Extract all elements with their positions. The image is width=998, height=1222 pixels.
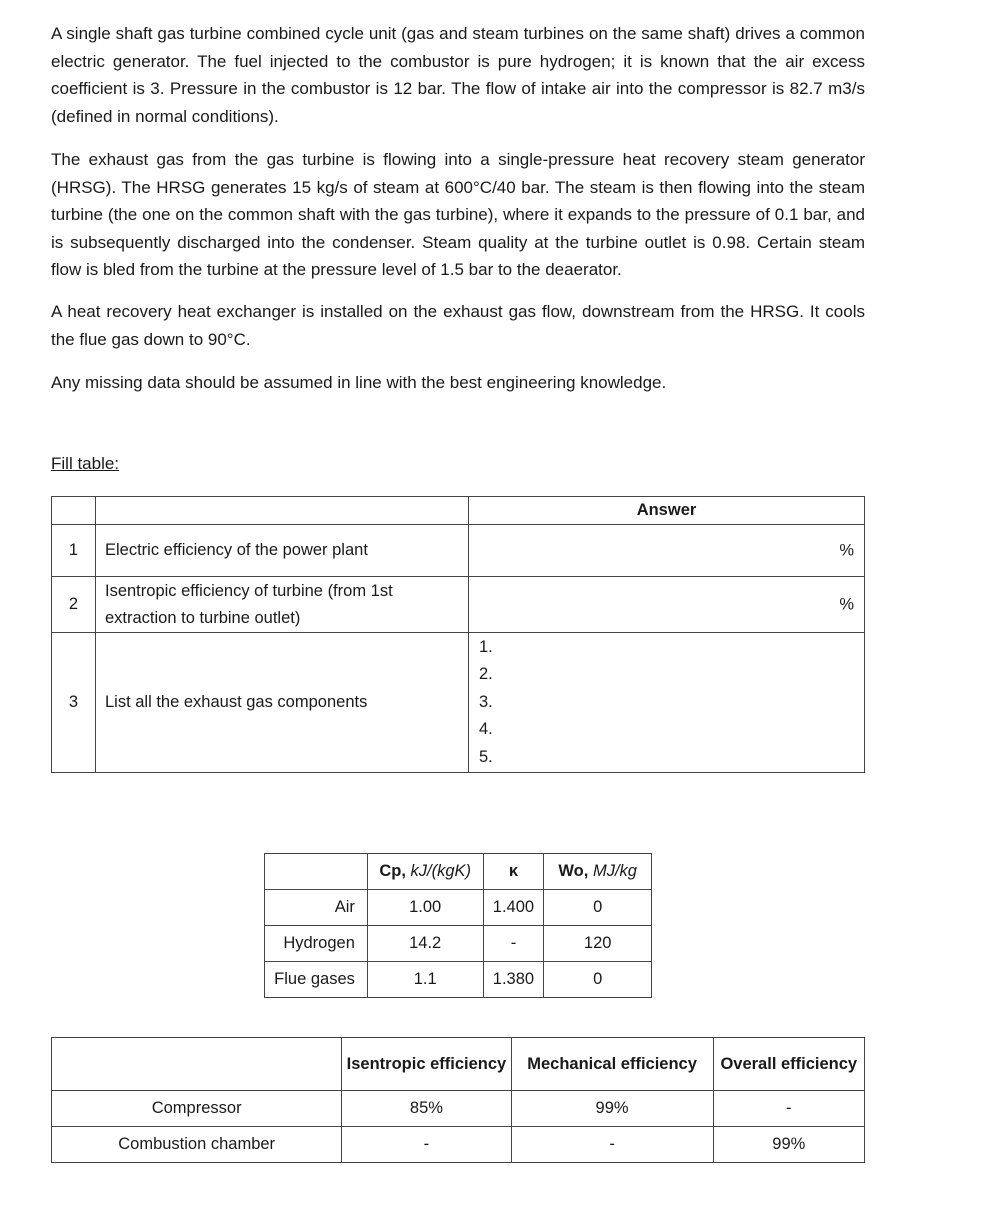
percent-unit: % xyxy=(839,595,854,613)
row-description: Isentropic efficiency of turbine (from 1st extraction to turbine outlet) xyxy=(96,577,469,633)
cp-value: 1.1 xyxy=(367,962,483,998)
list-item: 4. xyxy=(479,720,493,739)
assumption-paragraph: Any missing data should be assumed in line with the best engineering knowledge. xyxy=(51,373,667,392)
answer-cell-exhaust-components[interactable] xyxy=(469,633,865,773)
heat-exchanger-paragraph: A heat recovery heat exchanger is installed on the exhaust gas flow, downstream from the HRSG. It cools the flue gas down to 90°C. xyxy=(51,302,865,349)
props-corner-cell xyxy=(265,854,368,890)
row-number: 1 xyxy=(52,525,96,577)
overall-value: - xyxy=(713,1091,864,1127)
kappa-value: 1.380 xyxy=(483,962,544,998)
component-name: Compressor xyxy=(52,1091,342,1127)
list-item: 2. xyxy=(479,665,493,684)
wo-value: 120 xyxy=(544,926,652,962)
kappa-value: - xyxy=(483,926,544,962)
list-item: 3. xyxy=(479,692,493,711)
table-row xyxy=(265,890,652,926)
efficiency-table xyxy=(51,1037,865,1163)
cp-value: 1.00 xyxy=(367,890,483,926)
isentropic-value: - xyxy=(342,1127,511,1163)
wo-header: Wo, MJ/kg xyxy=(544,854,652,890)
row-number: 3 xyxy=(52,633,96,773)
overall-value: 99% xyxy=(713,1127,864,1163)
substance-name: Air xyxy=(265,890,368,926)
list-item: 1. xyxy=(479,637,493,656)
cp-header: Cp, kJ/(kgK) xyxy=(367,854,483,890)
wo-value: 0 xyxy=(544,890,652,926)
substance-name: Hydrogen xyxy=(265,926,368,962)
overall-header: Overall efficiency xyxy=(713,1038,864,1091)
table-row xyxy=(52,633,865,773)
answer-cell-isentropic-efficiency[interactable] xyxy=(469,577,865,633)
mechanical-value: 99% xyxy=(511,1091,713,1127)
answer-header: Answer xyxy=(469,497,865,525)
kappa-header: κ xyxy=(483,854,544,890)
table-row xyxy=(52,1091,865,1127)
list-item: 5. xyxy=(479,747,493,766)
kappa-value: 1.400 xyxy=(483,890,544,926)
answer-table xyxy=(51,496,865,773)
isentropic-header: Isentropic efficiency xyxy=(342,1038,511,1091)
table-row xyxy=(265,926,652,962)
table-row xyxy=(52,525,865,577)
header-blank-num xyxy=(52,497,96,525)
eff-header-blank xyxy=(52,1038,342,1091)
header-blank-desc xyxy=(96,497,469,525)
isentropic-value: 85% xyxy=(342,1091,511,1127)
fill-table-label: Fill table: xyxy=(51,454,120,473)
intro-paragraph: A single shaft gas turbine combined cycle unit (gas and steam turbines on the same shaft) drives a common electric generator. The fuel injected to the combustor is pure hydrogen; it is known that the air excess coefficient is 3. Pressure in the combustor is 12 bar. The flow of intake air into the compressor is 82.7 m3/s (defined in normal conditions). xyxy=(51,24,865,126)
row-description: List all the exhaust gas components xyxy=(96,633,469,773)
table-row xyxy=(52,577,865,633)
table-row xyxy=(52,1127,865,1163)
row-description: Electric efficiency of the power plant xyxy=(96,525,469,577)
cp-value: 14.2 xyxy=(367,926,483,962)
table-row xyxy=(265,962,652,998)
substance-name: Flue gases xyxy=(265,962,368,998)
component-name: Combustion chamber xyxy=(52,1127,342,1163)
mechanical-value: - xyxy=(511,1127,713,1163)
wo-value: 0 xyxy=(544,962,652,998)
row-number: 2 xyxy=(52,577,96,633)
percent-unit: % xyxy=(839,541,854,559)
mechanical-header: Mechanical efficiency xyxy=(511,1038,713,1091)
answer-cell-electric-efficiency[interactable] xyxy=(469,525,865,577)
properties-table xyxy=(264,853,652,998)
hrsg-paragraph: The exhaust gas from the gas turbine is flowing into a single-pressure heat recovery steam generator (HRSG). The HRSG generates 15 kg/s of steam at 600°C/40 bar. The steam is then flowing into the steam turbine (the one on the common shaft with the gas turbine), where it expands to the pressure of 0.1 bar, and is subsequently discharged into the condenser. Steam quality at the turbine outlet is 0.98. Certain steam flow is bled from the turbine at the pressure level of 1.5 bar to the deaerator. xyxy=(51,150,865,279)
